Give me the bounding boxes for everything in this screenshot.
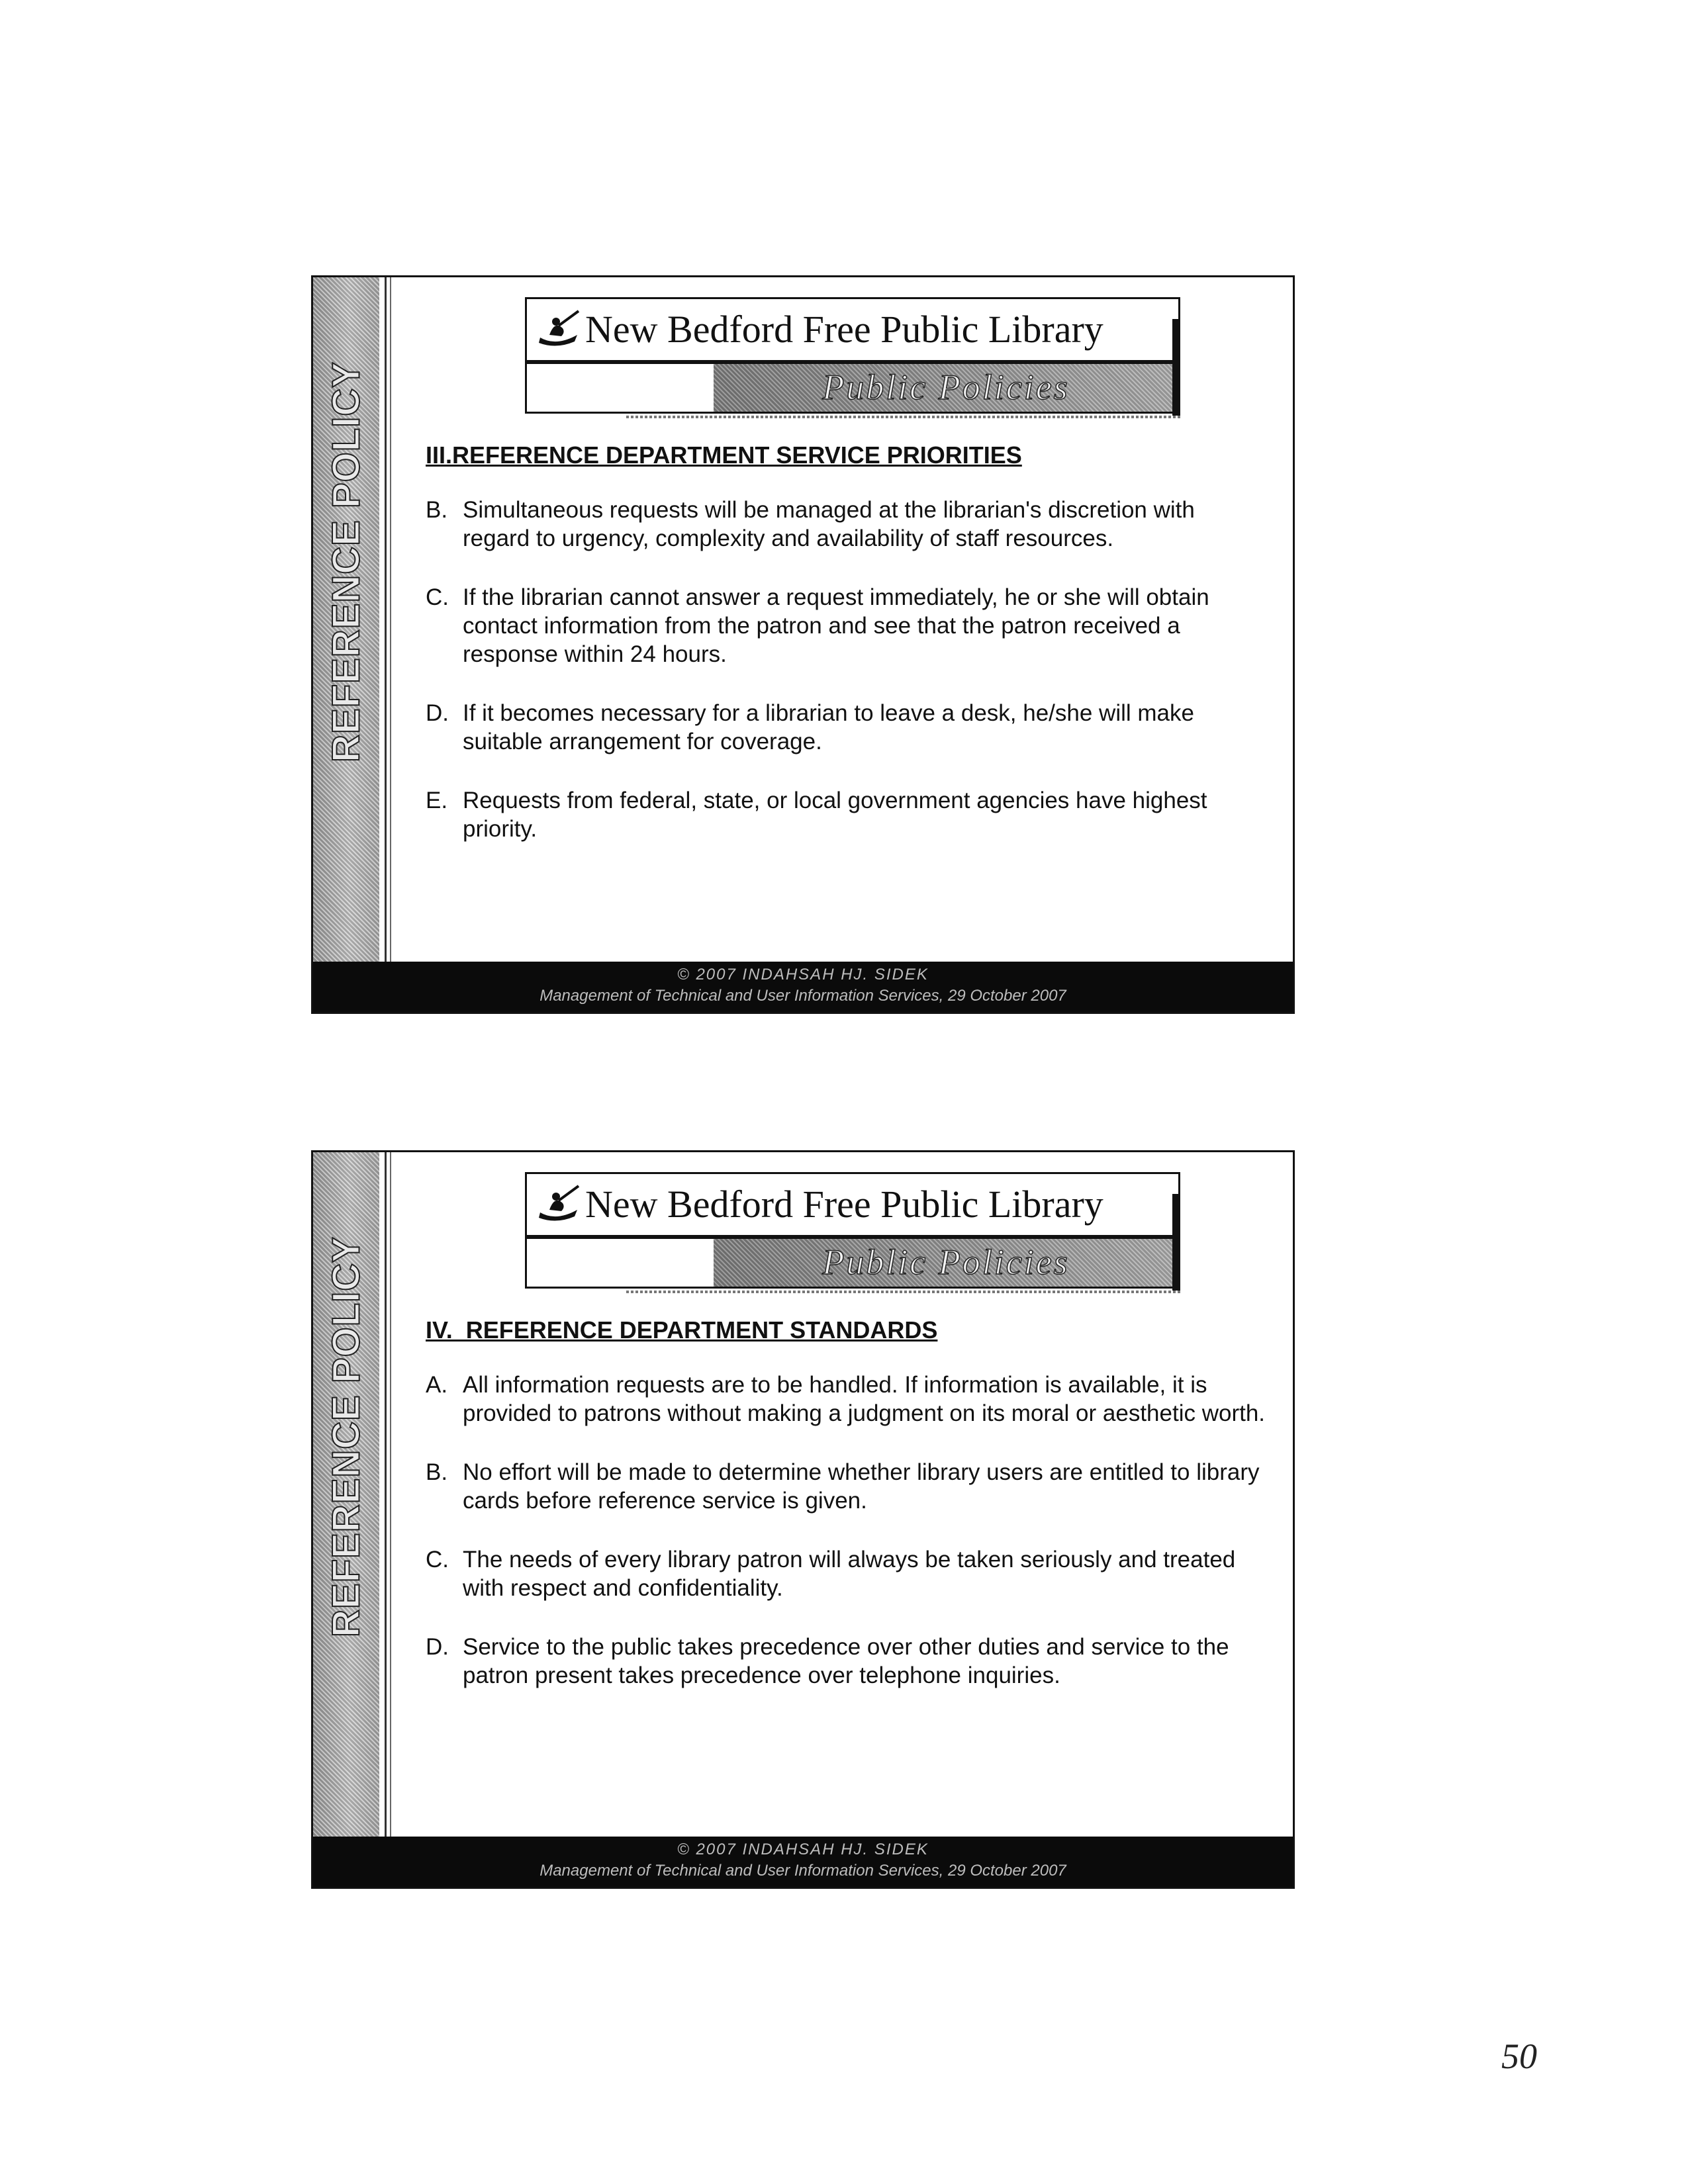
library-header — [525, 297, 1180, 414]
item-list — [426, 1371, 1266, 1720]
side-rule-inner — [390, 1152, 391, 1837]
footer-copyright: © 2007 INDAHSAH HJ. SIDEK — [677, 1841, 929, 1858]
item-letter: D. — [426, 1634, 449, 1660]
side-band — [313, 277, 379, 962]
library-header — [525, 1172, 1180, 1289]
library-name: New Bedford Free Public Library — [585, 308, 1103, 351]
header-shadow — [1172, 1194, 1180, 1291]
item-text: Simultaneous requests will be managed at the librarian's discretion with regard to urgency, complexity and availability of staff resources. — [463, 497, 1195, 551]
item-letter: C. — [426, 584, 449, 610]
side-label: REFERENCE POLICY — [324, 1236, 368, 1637]
header-shadow — [1172, 319, 1180, 416]
list-item — [426, 496, 1266, 553]
side-rule — [385, 1152, 387, 1837]
whaler-logo-icon — [536, 308, 583, 349]
slide-2 — [311, 1150, 1295, 1889]
slide-footer — [313, 962, 1293, 1012]
item-letter: C. — [426, 1547, 449, 1572]
item-text: All information requests are to be handled. If information is available, it is provided to patrons without making a judgment on its moral or aesthetic worth. — [463, 1372, 1266, 1426]
list-item — [426, 1371, 1266, 1428]
item-text: The needs of every library patron will always be taken seriously and treated with respect and confidentiality. — [463, 1547, 1236, 1601]
item-letter: B. — [426, 497, 448, 523]
whaler-logo-icon — [536, 1183, 583, 1224]
public-policies-banner — [714, 364, 1178, 412]
side-band — [313, 1152, 379, 1837]
item-text: Requests from federal, state, or local government agencies have highest priority. — [463, 788, 1207, 842]
item-list — [426, 496, 1266, 874]
list-item — [426, 1545, 1266, 1602]
footer-course: Management of Technical and User Information Services, 29 October 2007 — [539, 987, 1066, 1005]
list-item — [426, 786, 1266, 843]
item-letter: E. — [426, 788, 448, 813]
header-underline — [626, 1291, 1182, 1293]
slide-footer — [313, 1837, 1293, 1887]
item-text: If the librarian cannot answer a request immediately, he or she will obtain contact information from the patron and see that the patron received a response within 24 hours. — [463, 584, 1209, 667]
public-policies-banner — [714, 1239, 1178, 1287]
side-rule — [385, 277, 387, 962]
item-text: Service to the public takes precedence over other duties and service to the patron present takes precedence over telephone inquiries. — [463, 1634, 1229, 1688]
item-text: No effort will be made to determine whether library users are entitled to library cards before reference service is given. — [463, 1459, 1260, 1514]
side-label: REFERENCE POLICY — [324, 361, 368, 762]
footer-course: Management of Technical and User Information Services, 29 October 2007 — [539, 1862, 1066, 1880]
section-title: IV. REFERENCE DEPARTMENT STANDARDS — [426, 1316, 938, 1343]
side-rule-inner — [390, 277, 391, 962]
library-name: New Bedford Free Public Library — [585, 1183, 1103, 1226]
item-letter: B. — [426, 1459, 448, 1485]
list-item — [426, 583, 1266, 668]
list-item — [426, 1458, 1266, 1515]
section-title: III.REFERENCE DEPARTMENT SERVICE PRIORITIES — [426, 441, 1022, 469]
banner-text: Public Policies — [822, 1242, 1070, 1282]
item-letter: A. — [426, 1372, 448, 1398]
list-item — [426, 699, 1266, 756]
page-number: 50 — [1501, 2036, 1537, 2076]
header-underline — [626, 416, 1182, 418]
item-text: If it becomes necessary for a librarian to leave a desk, he/she will make suitable arrangement for coverage. — [463, 700, 1194, 754]
banner-text: Public Policies — [822, 367, 1070, 407]
slide-1 — [311, 275, 1295, 1014]
footer-copyright: © 2007 INDAHSAH HJ. SIDEK — [677, 966, 929, 983]
list-item — [426, 1633, 1266, 1690]
item-letter: D. — [426, 700, 449, 726]
